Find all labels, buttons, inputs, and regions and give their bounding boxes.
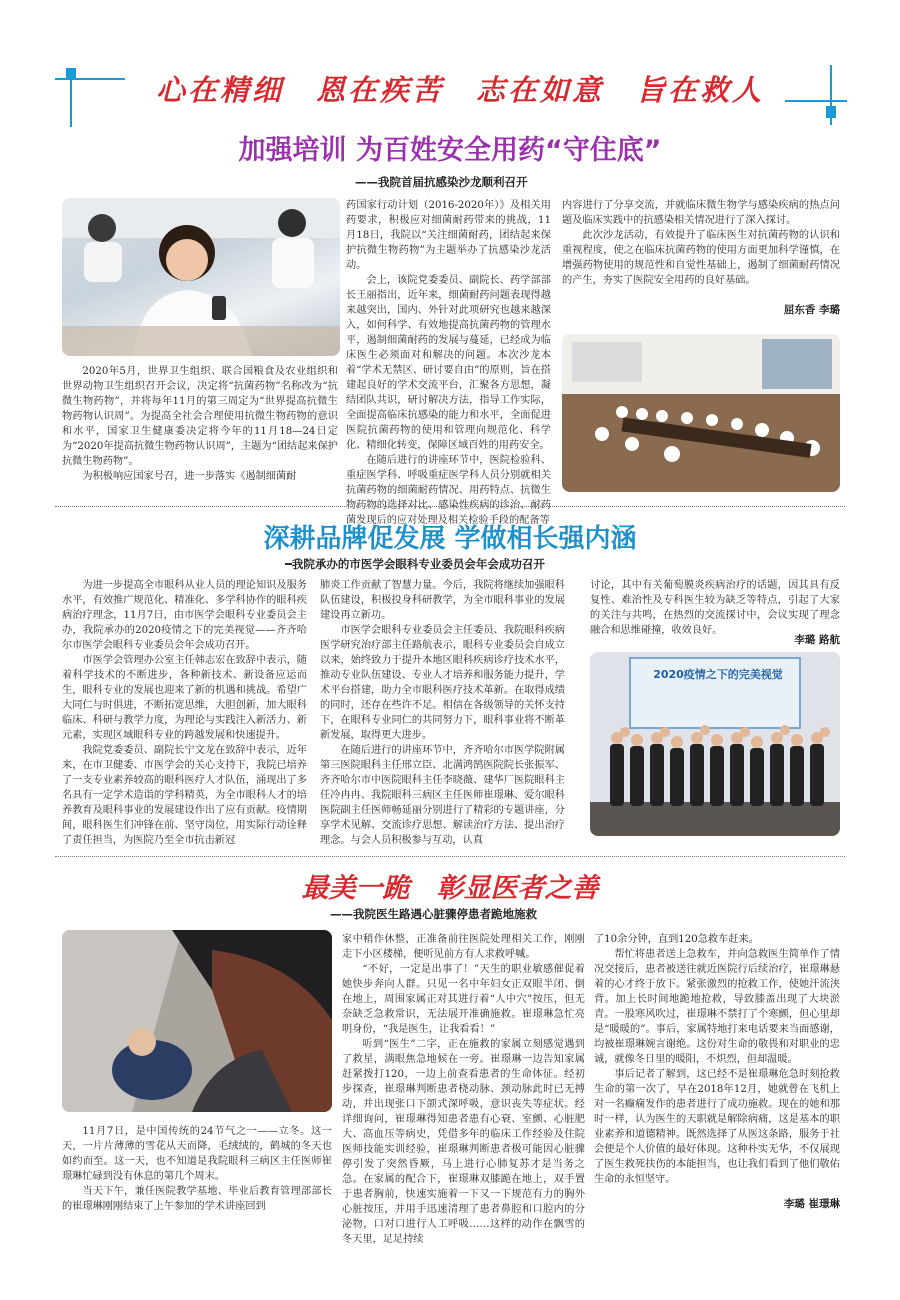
- article2-banner-text: 2020疫情之下的完美视觉: [653, 668, 783, 681]
- article1-col2-para-2: 会上，该院党委委员、副院长、药学部部长王丽指出，近年来，细菌耐药问题表现得越来越突出，国内、外针对此项研究也越来越深入，如何科学、有效地提高抗菌药物的管理水平，遏制细菌耐药的发展与蔓延，已经成为临床医生必须面对和解决的问题。本次沙龙本着“学术无禁区、研讨要自由”的原则，旨在搭建起良好的学术交流平台，汇聚各方思想，凝结团队共识，研讨解决方法，指导工作实际，全面提高临床抗感染的能力和水平，全面促进医院抗菌药物的使用和管理向规范化、科学化、精细化转变，保障区域百姓的用药安全。: [346, 275, 551, 451]
- article3-col2-para-3: 听到“医生”二字，正在施救的家属立刻感觉遇到了救星，满眼焦急地候在一旁。崔璟琳一边告知家属赶紧拨打120，一边上前查看患者的生命体征。经初步探查，崔璟琳判断患者桡动脉、颈动脉此时已无搏动，并出现张口下颌式深呼吸，意识丧失等症状。经详细询问，崔璟琳得知患者患有心衰、室颤、心脏肥大、高血压等病史，凭借多年的临床工作经验及住院医师技能实训经验，崔璟琳判断患者极可能因心脏骤停引发了突然昏厥，马上进行心肺复苏才是当务之急。在家属的配合下，崔璟琳双膝跪在地上，双手置于患者胸前，快速实施着一下又一下规范有力的胸外心脏按压，并用手迅速清理了患者鼻腔和口腔内的分泌物，口对口进行人工呼吸……这样的动作在飘雪的冬天里，足足持续: [342, 1039, 585, 1245]
- article1-col3-para-2: 此次沙龙活动，有效提升了临床医生对抗菌药物的认识和重视程度，使之在临床抗菌药物的使用方面更加科学谨慎，在增强药物使用的规范性和自觉性基础上，遏制了细菌耐药情况的产生，夯实了医院安全用药的良好基础。: [562, 230, 840, 286]
- article1-photo-speaker: [62, 198, 340, 356]
- article2-col3-para-1: 讨论，其中有关葡萄膜炎疾病治疗的话题，因其具有反复性、难治性及专科医生较为缺乏等特点，引起了大家的关注与共鸣，在热烈的交流探讨中，会议实现了理念融合和思维碰撞，收效良好。: [590, 580, 840, 636]
- article1-signature: 屈东香 李璐: [783, 304, 840, 316]
- article2-subtitle: ━我院承办的市医学会眼科专业委员会年会成功召开: [285, 557, 545, 571]
- article3-subtitle: ——我院医生路遇心脏骤停患者跪地施救: [330, 907, 537, 921]
- corner-line-left-v: [70, 72, 72, 127]
- section-divider-2: [55, 856, 845, 857]
- article2-column-1: [62, 578, 307, 848]
- corner-line-right-h: [785, 100, 847, 102]
- article2-column-2: [320, 578, 565, 848]
- article3-col3-para-3: 事后记者了解到，这已经不是崔璟琳危急时刻抢救生命的第一次了，早在2018年12月，她就曾在飞机上对一名癫痫发作的患者进行了成功施救。现在的她和那时一样，认为医生的天职就是解除病痛，这是基本的职业素养和道德精神。既然选择了从医这条路，服务于社会便是个人价值的最好体现。这种朴实无华，不仅展现了医生救死扶伤的本能担当，也让我们看到了他们敬佑生命的永恒坚守。: [594, 1069, 840, 1185]
- article3-column-2: [342, 932, 585, 1247]
- article1-title: 加强培训 为百姓安全用药“守住底”: [238, 135, 662, 166]
- article2-col2-para-2: 市医学会眼科专业委员会主任委员、我院眼科疾病医学研究治疗部主任路航表示，眼科专业委员会自成立以来，始终致力于提升本地区眼科疾病诊疗技术水平，推动专业队伍建设、专业人才培养和服务能力提升，学术平台搭建，助力全市眼科医疗技术革新。在取得成绩的同时，还存在些许不足。相信在各级领导的关怀支持下，在眼科专业同仁的共同努力下，眼科事业将不断革新发展，取得更大进步。: [320, 625, 565, 741]
- article1-col2-para-1: 药国家行动计划（2016-2020年）》及相关用药要求，积极应对细菌耐药带来的挑战，11月18日，我院以“关注细菌耐药，团结起来保护抗微生物药物”为主题举办了抗感染沙龙活动。: [346, 200, 551, 271]
- article3-photo-rescue: [62, 930, 332, 1112]
- article2-signature: 李璐 路航: [794, 634, 840, 646]
- article1-subtitle: ——我院首届抗感染沙龙顺利召开: [355, 175, 528, 189]
- article3-title: 最美一跪 彰显医者之善: [301, 873, 599, 904]
- article1-column-3: [562, 198, 840, 288]
- article1-col1-para-2: 为积极响应国家号召，进一步落实《遏制细菌耐: [82, 471, 297, 482]
- article3-column-3: [594, 932, 840, 1187]
- article2-col2-para-3: 在随后进行的讲座环节中，齐齐哈尔市医学院附属第三医院眼科主任邢立臣、北满鸿鹄医院院长张振军、齐齐哈尔市中医院眼科主任李晓薇、建华厂医院眼科主任冷冉冉、我院眼科三病区主任医师崔璟琳、爱尔眼科医院副主任医师畅延丽分别进行了精彩的专题讲座，分享学术见解、交流诊疗思想、解读治疗方法、提出治疗理念。与会人员积极参与互动，认真: [320, 745, 565, 846]
- article2-title: 深耕品牌促发展 学做相长强内涵: [263, 524, 637, 554]
- article3-signature: 李璐 崔璟琳: [783, 1198, 840, 1210]
- article1-col3-para-1: 内容进行了分享交流，并就临床微生物学与感染疾病的热点问题及临床实践中的抗感染相关情况进行了深入探讨。: [562, 200, 840, 226]
- article3-col3-para-1: 了10余分钟，直到120急救车赶来。: [594, 934, 759, 945]
- article1-col1-para-1: 2020年5月，世界卫生组织、联合国粮食及农业组织和世界动物卫生组织召开会议，决定将“抗菌药物”名称改为“抗微生物药物”，并将每年11月的第三周定为“世界提高抗微生物药物认识周”。为提高全社会合理使用抗微生物药物的意识和水平，国家卫生健康委决定将今年的11月18—24日定为“2020年提高抗微生物药物认识周”，主题为“团结起来保护抗微生物药物”。: [62, 366, 338, 467]
- article3-col2-para-1: 家中稍作休整，正准备前往医院处理相关工作，刚刚走下小区楼梯，便听见前方有人求救呼喊。: [342, 934, 585, 960]
- article1-column-2: [346, 198, 551, 528]
- article3-col2-para-2: “不好，一定是出事了！”天生的职业敏感催促着她快步奔向人群。只见一名中年妇女正双眼半闭、倒在地上，周围家属正对其进行着“人中穴”按压，但无奈缺乏急救常识，无法展开准确施救。崔璟琳急忙亮明身份，“我是医生，让我看看！”: [342, 964, 585, 1035]
- article1-photo-meeting: [562, 334, 840, 492]
- article2-col1-para-2: 市医学会管理办公室主任韩志宏在致辞中表示，随着科学技术的不断进步，各种新技术、新设备应运而生，眼科专业的发展也迎来了新的机遇和挑战。希望广大同仁与时俱进，不断拓宽思维，大胆创新，加大眼科临床、科研与教学力度，为理论与实践注入新活力、新元素，实现区域眼科专业的跨越发展和快速提升。: [62, 655, 307, 741]
- corner-square-left: [66, 68, 76, 80]
- article2-photo-group: [590, 652, 840, 836]
- article3-col1-para-2: 当天下午，兼任医院教学基地、毕业后教育管理部部长的崔璟琳刚刚结束了上午参加的学术讲座回到: [62, 1186, 332, 1212]
- article1-col2-para-3: 在随后进行的讲座环节中，医院检验科、重症医学科、呼吸重症医学科人员分别就相关抗菌药物的细菌耐药情况、用药特点、抗微生物药物的选择对比、感染性疾病的诊治、耐药菌发现后的应对处理及相关检验手段的配备等: [346, 455, 551, 526]
- section-divider-1: [55, 506, 845, 507]
- article1-column-1: [62, 364, 338, 484]
- article3-col1-para-1: 11月7日，是中国传统的24节气之一——立冬。这一天，一片片薄薄的雪花从天而降，毛绒绒的，鹤城的冬天也如约而至。这一天，也不知道是我院眼科三病区主任医师崔璟琳忙碌到没有休息的第几个周末。: [62, 1126, 332, 1182]
- article3-column-1: [62, 1124, 332, 1214]
- article2-col2-para-1: 肺炎工作贡献了智慧力量。今后，我院将继续加强眼科队伍建设，积极投身科研教学，为全市眼科事业的发展建设再立新功。: [320, 580, 565, 621]
- article2-col1-para-3: 我院党委委员、副院长宁文龙在致辞中表示，近年来，在市卫健委、市医学会的关心支持下，我院已培养了一支专业素养较高的眼科医疗人才队伍，涌现出了多名具有一定学术造诣的学科精英，为全市眼科人才的培养教育及眼科事业的发展建设作出了应有贡献。疫情期间，眼科医生们冲锋在前、坚守岗位，用实际行动诠释了责任担当，为医院乃至全市抗击新冠: [62, 745, 307, 846]
- article3-col3-para-2: 帮忙将患者送上急救车，并向急救医生简单作了情况交接后，患者被送往就近医院行后续治疗，崔璟琳悬着的心才终于放下。紧张激烈的抢救工作，使她汗流浃背。加上长时间地跪地抢救，导致膝盖出现了大块淤青。一股寒风吹过，崔璟琳不禁打了个寒颤，但心里却是“暖暖的”。事后，家属特地打来电话要来当面感谢，均被崔璟琳婉言谢绝。这份对生命的敬畏和对职业的忠诚，就像冬日里的暖阳，不炽烈，但却温暖。: [594, 949, 840, 1065]
- corner-square-right: [826, 106, 836, 118]
- page-motto: 心在精细 恩在疾苦 志在如意 旨在救人: [155, 73, 764, 107]
- article2-col1-para-1: 为进一步提高全市眼科从业人员的理论知识及服务水平，有效推广规范化、精准化、多学科协作的眼科疾病治疗理念，11月7日，由市医学会眼科专业委员会主办，我院承办的2020疫情之下的完美视觉——齐齐哈尔市医学会眼科专业委员会年会成功召开。: [62, 580, 307, 651]
- article2-column-3: [590, 578, 840, 638]
